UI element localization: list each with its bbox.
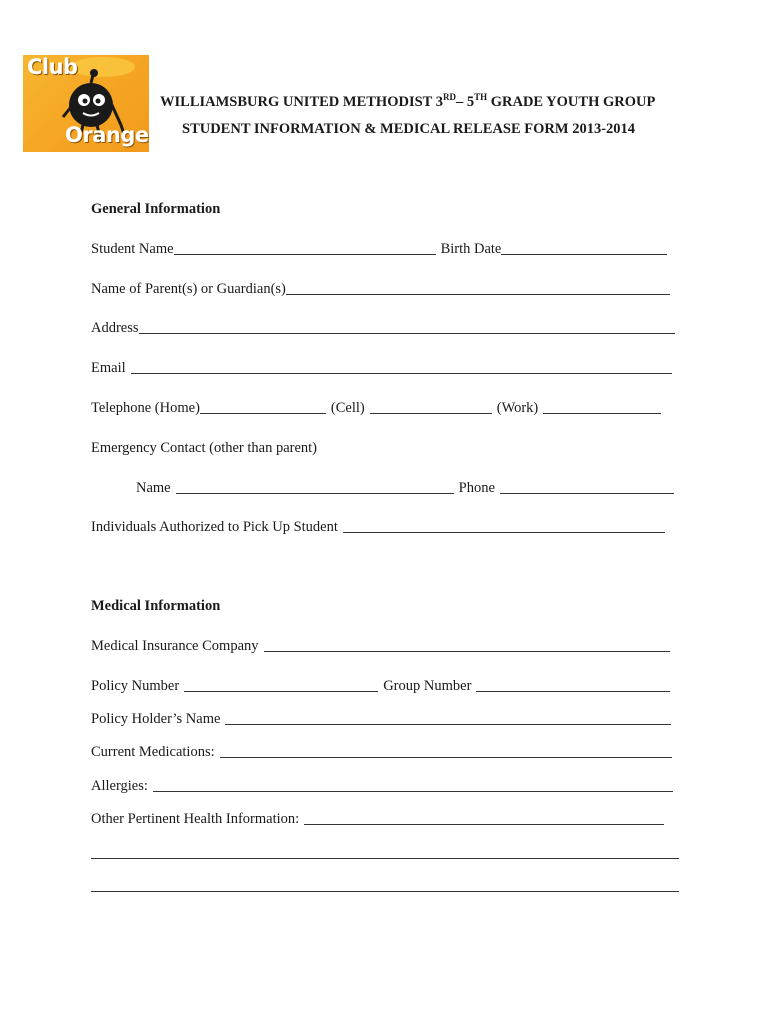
label-insurance: Medical Insurance Company <box>91 638 259 654</box>
address-field[interactable] <box>139 320 675 334</box>
label-email: Email <box>91 360 126 376</box>
logo-text-orange: Orange <box>65 123 149 147</box>
tel-home-field[interactable] <box>200 400 326 414</box>
label-group-number: Group Number <box>383 678 472 694</box>
label-medications: Current Medications: <box>91 744 215 760</box>
emergency-name-field[interactable] <box>176 480 454 494</box>
row-policy-holder <box>91 711 671 728</box>
label-parents: Name of Parent(s) or Guardian(s) <box>91 281 286 297</box>
row-emergency-contact <box>136 480 674 497</box>
row-student-name <box>91 241 667 258</box>
policy-holder-field[interactable] <box>225 711 671 725</box>
label-student-name: Student Name <box>91 241 174 257</box>
student-name-field[interactable] <box>174 241 436 255</box>
row-parents <box>91 281 670 298</box>
title-sup-rd: RD <box>442 92 456 102</box>
form-title-line1 <box>160 92 720 111</box>
emergency-phone-field[interactable] <box>500 480 674 494</box>
insurance-field[interactable] <box>264 638 670 652</box>
other-health-field[interactable] <box>304 811 664 825</box>
label-tel-cell: (Cell) <box>330 400 365 416</box>
tel-work-field[interactable] <box>543 400 661 414</box>
other-health-extra-line-1[interactable] <box>91 858 679 859</box>
allergies-field[interactable] <box>153 778 673 792</box>
section-general-information: General Information <box>91 201 221 217</box>
club-orange-logo <box>23 55 149 152</box>
row-emergency-heading <box>91 440 317 457</box>
title-part-c: GRADE YOUTH GROUP <box>487 94 656 110</box>
row-allergies <box>91 778 673 795</box>
logo-text-club: Club <box>27 55 78 79</box>
row-medications <box>91 744 672 761</box>
label-policy-holder: Policy Holder’s Name <box>91 711 221 727</box>
label-emergency-name: Name <box>136 480 171 496</box>
label-tel-home: Telephone (Home) <box>91 400 200 416</box>
row-address <box>91 320 675 337</box>
group-number-field[interactable] <box>476 678 670 692</box>
label-birth-date: Birth Date <box>440 241 502 257</box>
label-tel-work: (Work) <box>496 400 539 416</box>
section-medical-information: Medical Information <box>91 598 221 614</box>
email-field[interactable] <box>131 360 672 374</box>
label-other-health: Other Pertinent Health Information: <box>91 811 300 827</box>
label-address: Address <box>91 320 139 336</box>
form-title-line2: STUDENT INFORMATION & MEDICAL RELEASE FORM 2013-2014 <box>182 121 636 137</box>
tel-cell-field[interactable] <box>370 400 492 414</box>
row-email <box>91 360 672 377</box>
label-pickup: Individuals Authorized to Pick Up Student <box>91 519 338 535</box>
row-telephone <box>91 400 661 417</box>
label-emergency-phone: Phone <box>458 480 495 496</box>
birth-date-field[interactable] <box>501 241 667 255</box>
parents-field[interactable] <box>286 281 670 295</box>
label-emergency-contact: Emergency Contact (other than parent) <box>91 440 318 456</box>
row-other-health <box>91 811 664 828</box>
row-pickup <box>91 519 665 536</box>
policy-number-field[interactable] <box>184 678 378 692</box>
row-policy-group <box>91 678 670 695</box>
title-sup-th: TH <box>474 92 488 102</box>
row-insurance <box>91 638 670 655</box>
title-part-b: – 5 <box>455 94 475 110</box>
label-allergies: Allergies: <box>91 778 148 794</box>
medications-field[interactable] <box>220 744 672 758</box>
pickup-field[interactable] <box>343 519 665 533</box>
other-health-extra-line-2[interactable] <box>91 891 679 892</box>
label-policy-number: Policy Number <box>91 678 180 694</box>
title-part-a: WILLIAMSBURG UNITED METHODIST 3 <box>160 94 443 110</box>
